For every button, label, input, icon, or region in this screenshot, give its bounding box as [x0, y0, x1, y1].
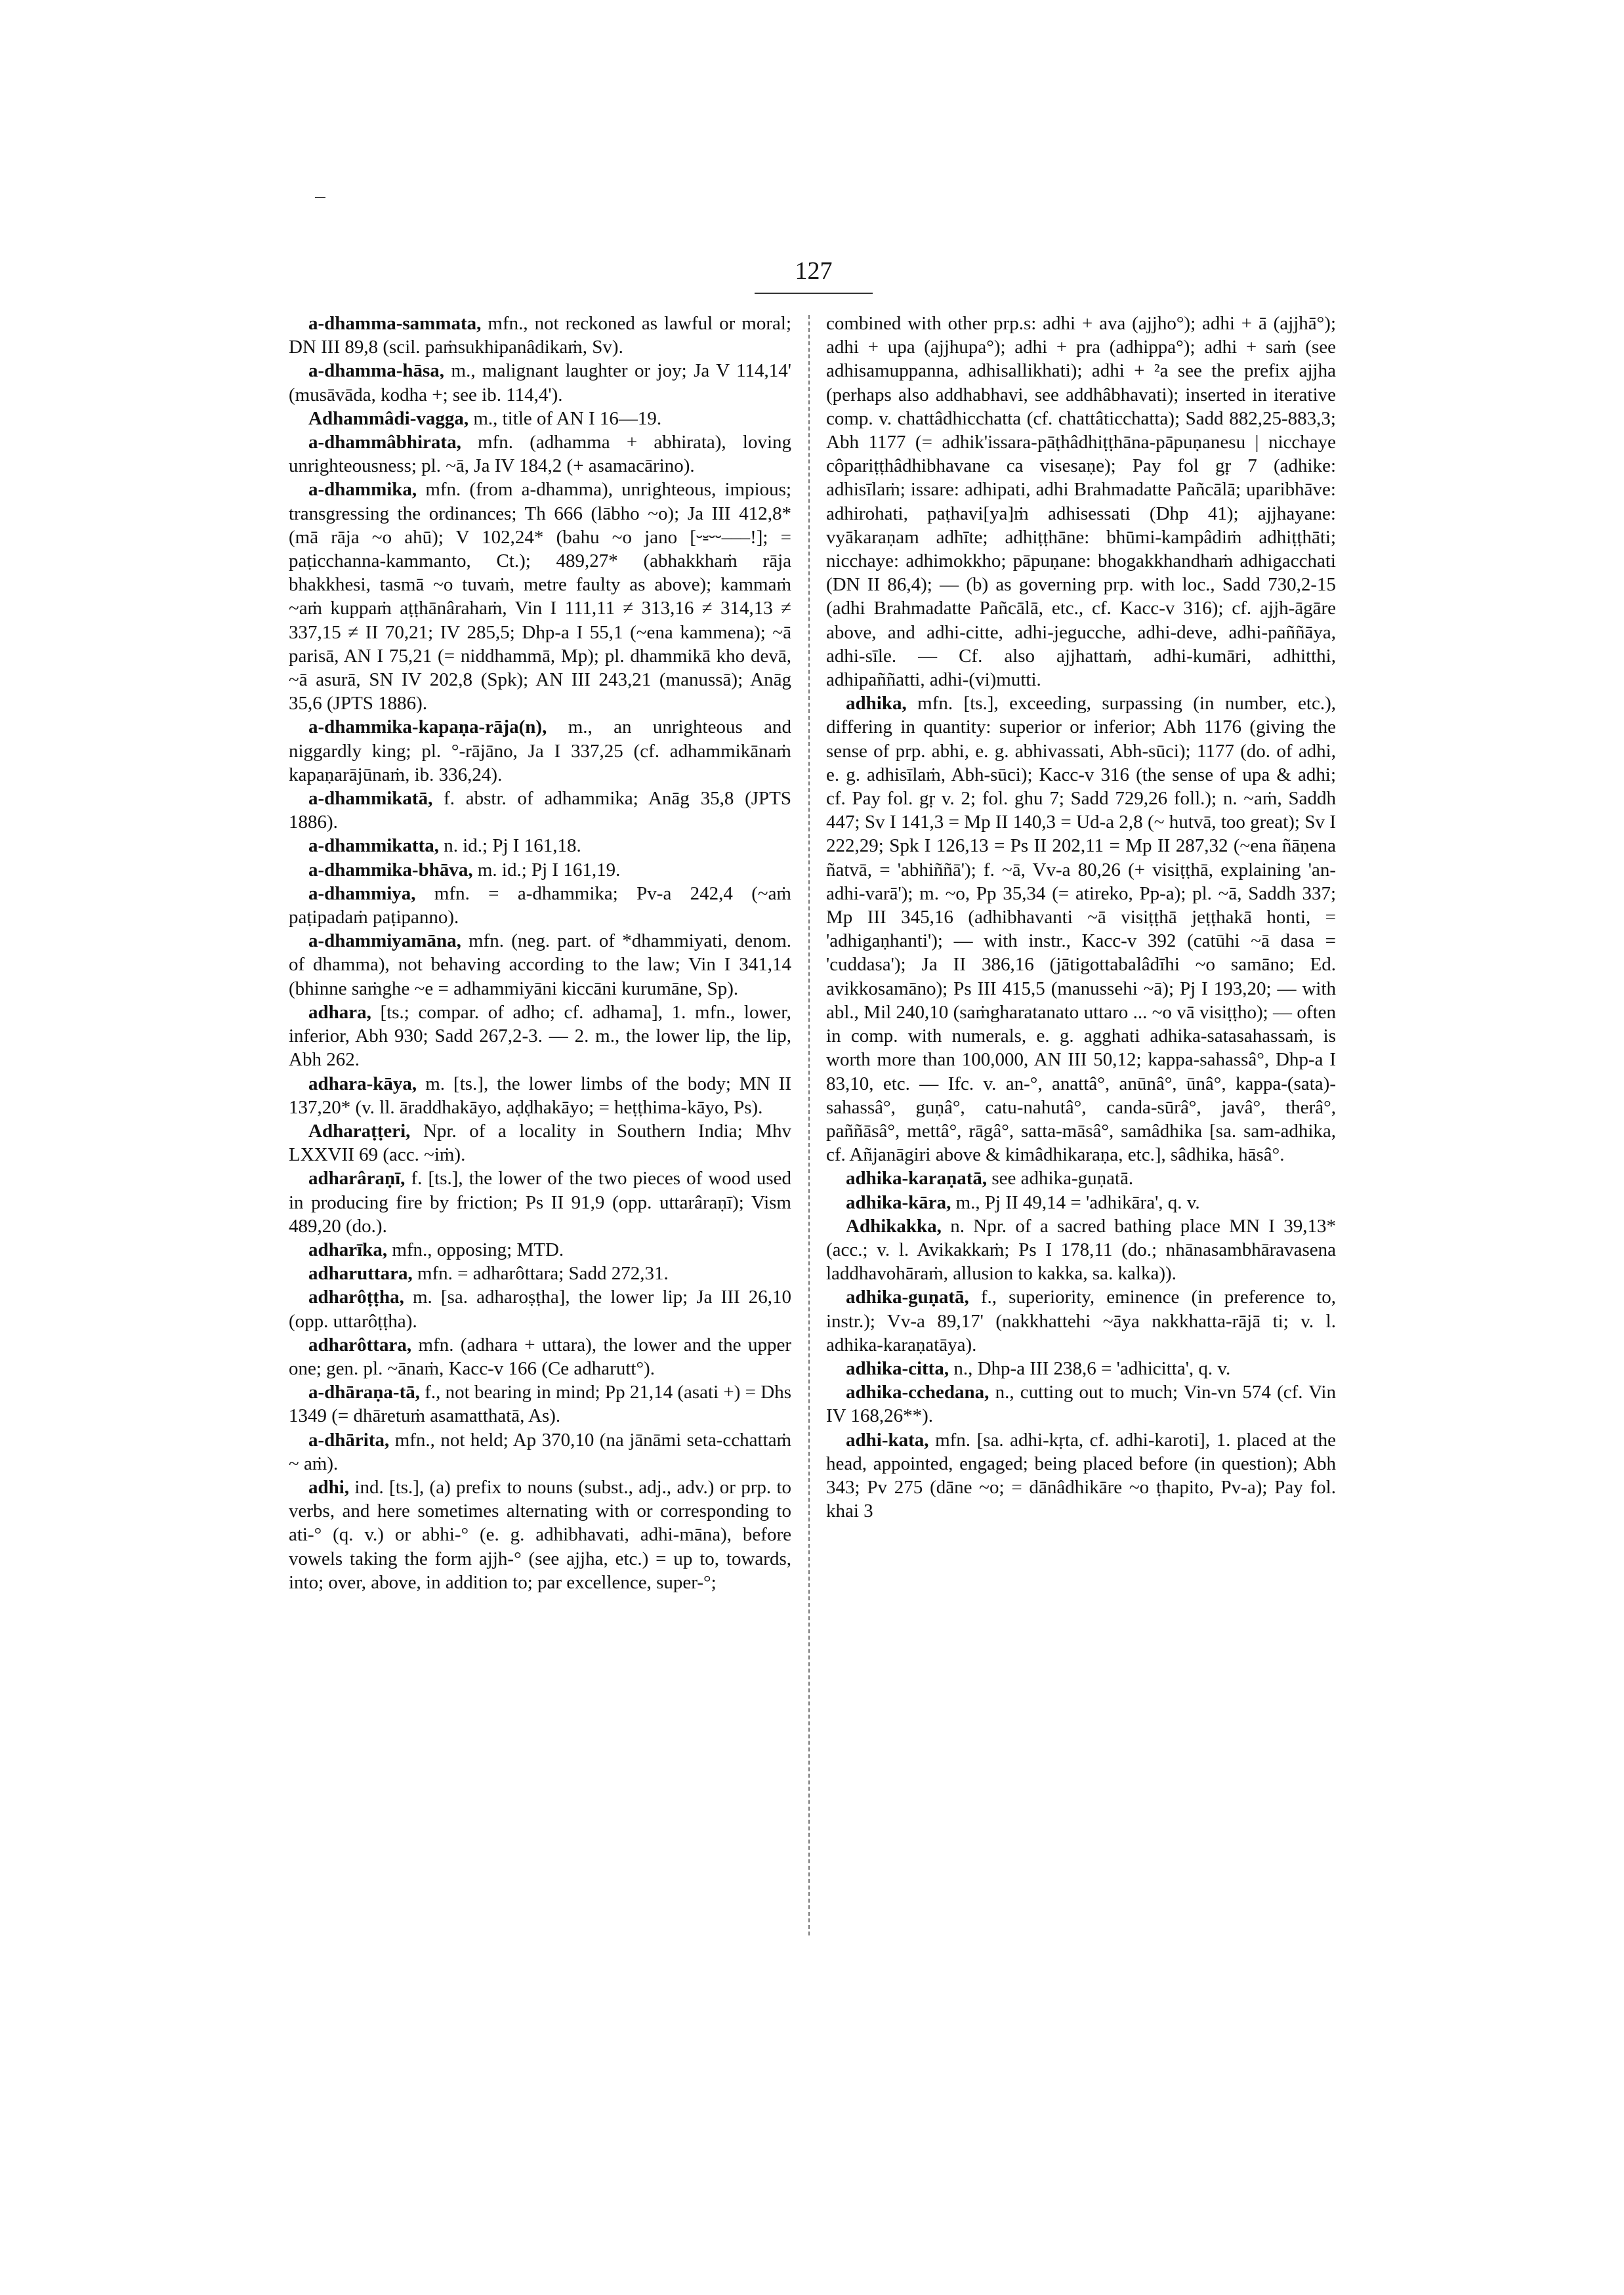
entry-definition: m., title of AN I 16—19.: [473, 407, 662, 429]
dictionary-entry: [289, 1380, 791, 1428]
dictionary-entry: [289, 430, 791, 478]
entry-definition: combined with other prp.s: adhi + ava (ajjho°); adhi + ā (ajjhā°); adhi + upa (ajjhupa°); adhi + pra (adhippa°); adhi + saṁ (see adhisamuppanna, adhisallikhati); adhi + ²a see the prefix ajjha (perhaps also addhabhavi, see addhâbhavati); inserted in iterative comp. v. chattâdhicchatta (cf. chattâticchatta); Sadd 882,25-883,3; Abh 1177 (= adhik'issara-pāṭhâdhiṭṭhāna-pāpuṇanesu | nicchaye côpariṭṭhâdhibhavane ca visesaṇe); Pay fol gṛ 7 (adhike: adhisīlaṁ; issare: adhipati, adhi Brahmadatte Pañcālā; uparibhāve: adhirohati, paṭhavi[ya]ṁ adhisessati (Dhp 41); ajjhayane: vyākaraṇam adhīte; adhiṭṭhāne: bhūmi-kampâdiṁ adhiṭṭhāti; nicchaye: adhimokkho; pāpuṇane: bhogakkhandhaṁ adhigacchati (DN II 86,4); — (b) as governing prp. with loc., Sadd 730,2-15 (adhi Brahmadatte Pañcālā, etc., cf. Kacc-v 316); cf. ajjh-āgāre above, and adhi-citte, adhi-jegucche, adhi-deve, adhi-paññāya, adhi-sīle. — Cf. also ajjhattaṁ, adhi-kumāri, adhitthi, adhipaññatti, adhi-(vi)mutti.: [826, 313, 1336, 691]
entry-headword: adhara-kāya,: [308, 1073, 417, 1094]
entry-definition: mfn. = adharôttara; Sadd 272,31.: [417, 1263, 669, 1285]
entry-headword: Adhikakka,: [846, 1215, 942, 1237]
entry-headword: adhika-karaṇatā,: [846, 1168, 988, 1189]
dictionary-entry: [289, 1167, 791, 1238]
entry-headword: Adharaṭṭeri,: [308, 1120, 411, 1142]
dictionary-entry: [289, 1119, 791, 1167]
dictionary-entry: [826, 1214, 1336, 1286]
dictionary-entry: [289, 787, 791, 834]
entry-headword: adhika,: [846, 693, 907, 714]
right-column: [826, 312, 1336, 2247]
dictionary-entry: [289, 1072, 791, 1119]
dictionary-entry: [289, 929, 791, 1001]
left-column: [289, 312, 791, 2247]
entry-headword: adharôṭṭha,: [308, 1287, 404, 1308]
entry-definition: m. id.; Pj I 161,19.: [477, 859, 621, 880]
entry-headword: a-dhammâbhirata,: [308, 432, 461, 453]
dictionary-entry: [289, 882, 791, 929]
dictionary-entry: [826, 692, 1336, 1167]
dictionary-entry: [826, 1191, 1336, 1214]
entry-definition: mfn. (adhara + uttara), the lower and the upper one; gen. pl. ~ānaṁ, Kacc-v 166 (Ce adharutt°).: [289, 1334, 791, 1379]
entry-headword: adharuttara,: [308, 1263, 413, 1285]
entry-headword: a-dhamma-hāsa,: [308, 360, 445, 382]
dictionary-entry: [289, 407, 791, 430]
entry-headword: adharīka,: [308, 1239, 388, 1260]
entry-definition: m., an unrighteous and niggardly king; pl. °-rājāno, Ja I 337,25 (cf. adhammikānaṁ kapaṇarājūnaṁ, ib. 336,24).: [289, 716, 791, 785]
entry-definition: n., cutting out to much; Vin-vn 574 (cf. Vin IV 168,26**).: [826, 1382, 1336, 1427]
dictionary-entry: [826, 1167, 1336, 1190]
entry-definition: mfn., not reckoned as lawful or moral; DN III 89,8 (scil. paṁsukhipanâdikaṁ, Sv).: [289, 313, 791, 358]
entry-definition: mfn. = a-dhammika; Pv-a 242,4 (~aṁ paṭipadaṁ paṭipanno).: [289, 882, 791, 928]
entry-headword: adharâraṇī,: [308, 1168, 406, 1189]
entry-headword: a-dhammikatta,: [308, 835, 439, 857]
entry-definition: Npr. of a locality in Southern India; Mhv LXXVII 69 (acc. ~iṁ).: [289, 1120, 791, 1166]
entry-headword: a-dhammika-bhāva,: [308, 859, 473, 880]
dictionary-entry: [826, 1428, 1336, 1523]
dictionary-entry: [289, 1476, 791, 1594]
entry-headword: adhika-cchedana,: [846, 1382, 989, 1403]
entry-definition: f., superiority, eminence (in preference to, instr.); Vv-a 89,17' (nakkhattehi ~āya nakkhatta-rājā ti; v. l. adhika-karaṇatāya).: [826, 1287, 1336, 1355]
column-divider: [808, 315, 810, 1935]
entry-definition: mfn. (from a-dhamma), unrighteous, impious; transgressing the ordinances; Th 666 (lābho ~o); Ja III 412,8* (mā rāja ~o ahū); V 102,24* (bahu ~o jano [⏑⏓⏑⏑–––!]; = paṭicchanna-kammanto, Ct.); 489,27* (abhakkhaṁ rāja bhakkhesi, tasmā ~o tuvaṁ, metre faulty as above); kammaṁ ~aṁ kuppaṁ aṭṭhānârahaṁ, Vin I 111,11 ≠ 313,16 ≠ 314,13 ≠ 337,15 ≠ II 70,21; IV 285,5; Dhp-a I 55,1 (~ena kammena); ~ā parisā, AN I 75,21 (= niddhammā, Mp); pl. dhammikā kho devā, ~ā asurā, SN IV 202,8 (Spk); AN III 243,21 (manussā); Anāg 35,6 (JPTS 1886).: [289, 479, 791, 714]
dictionary-entry: [826, 312, 1336, 692]
entry-definition: n. id.; Pj I 161,18.: [444, 835, 581, 857]
entry-definition: ind. [ts.], (a) prefix to nouns (subst., adj., adv.) or prp. to verbs, and here sometimes alternating with or corresponding to ati-° (q. v.) or abhi-° (e. g. adhibhavati, adhi-māna), before vowels taking the form ajjh-° (see ajjha, etc.) = up to, towards, into; over, above, in addition to; par excellence, super-°;: [289, 1476, 791, 1593]
dictionary-entry: [826, 1357, 1336, 1380]
dictionary-entry: [826, 1285, 1336, 1357]
page-number-rule: [755, 293, 873, 294]
entry-headword: a-dhārita,: [308, 1429, 390, 1451]
entry-headword: adhara,: [308, 1001, 371, 1023]
entry-headword: a-dhammiya,: [308, 882, 416, 904]
entry-definition: see adhika-guṇatā.: [991, 1168, 1134, 1189]
entry-headword: a-dhammikatā,: [308, 788, 433, 810]
entry-definition: m. [sa. adharoṣṭha], the lower lip; Ja III 26,10 (opp. uttarôṭṭha).: [289, 1287, 791, 1332]
entry-headword: a-dhamma-sammata,: [308, 313, 482, 334]
dictionary-entry: [289, 858, 791, 882]
entry-headword: a-dhammika,: [308, 479, 417, 501]
entry-headword: adhika-kāra,: [846, 1191, 951, 1213]
dictionary-entry: [289, 1262, 791, 1285]
entry-headword: a-dhammiyamāna,: [308, 930, 461, 952]
entry-headword: adhi,: [308, 1476, 350, 1498]
dictionary-entry: [289, 1238, 791, 1262]
dictionary-entry: [289, 715, 791, 787]
entry-definition: f., not bearing in mind; Pp 21,14 (asati +) = Dhs 1349 (= dhāretuṁ asamatthatā, As).: [289, 1382, 791, 1427]
dictionary-entry: [289, 359, 791, 406]
entry-definition: [ts.; compar. of adho; cf. adhama], 1. mfn., lower, inferior, Abh 930; Sadd 267,2-3. — 2. m., the lower lip, the lip, Abh 262.: [289, 1001, 791, 1071]
dictionary-entry: [289, 1333, 791, 1380]
entry-definition: n., Dhp-a III 238,6 = 'adhicitta', q. v.: [953, 1357, 1231, 1379]
page-number: 127: [795, 257, 833, 285]
dictionary-entry: [289, 1285, 791, 1333]
entry-definition: m. [ts.], the lower limbs of the body; MN II 137,20* (v. ll. āraddhakāyo, aḍḍhakāyo; = heṭṭhima-kāyo, Ps).: [289, 1073, 791, 1118]
dictionary-entry: [289, 1428, 791, 1476]
entry-definition: n. Npr. of a sacred bathing place MN I 39,13* (acc.; v. l. Avikakkaṁ; Ps I 178,11 (do.; nhānasambhāravasena laddhavohāraṁ, allusion to kakka, sa. kalka)).: [826, 1215, 1336, 1285]
entry-definition: mfn. [sa. adhi-kṛta, cf. adhi-karoti], 1. placed at the head, appointed, engaged; being placed before (in question); Abh 343; Pv 275 (dāne ~o; = dānâdhikāre ~o ṭhapito, Pv-a); Pay fol. khai 3: [826, 1429, 1336, 1522]
dictionary-entry: [289, 478, 791, 715]
entry-definition: mfn. (adhamma + abhirata), loving unrighteousness; pl. ~ā, Ja IV 184,2 (+ asamacārino).: [289, 432, 791, 477]
dictionary-entry: [289, 312, 791, 359]
dictionary-entry: [826, 1380, 1336, 1428]
dictionary-entry: [289, 834, 791, 858]
entry-definition: m., Pj II 49,14 = 'adhikāra', q. v.: [955, 1191, 1200, 1213]
entry-headword: Adhammâdi-vagga,: [308, 407, 469, 429]
entry-headword: a-dhammika-kapaṇa-rāja(n),: [308, 716, 547, 738]
entry-headword: a-dhāraṇa-tā,: [308, 1382, 420, 1403]
entry-definition: mfn., not held; Ap 370,10 (na jānāmi seta-cchattaṁ ~ aṁ).: [289, 1429, 791, 1474]
dictionary-entry: [289, 1001, 791, 1072]
entry-definition: mfn. (neg. part. of *dhammiyati, denom. of dhamma), not behaving according to the law; Vin I 341,14 (bhinne saṁghe ~e = adhammiyāni kiccāni kurumāne, Sp).: [289, 930, 791, 999]
entry-definition: f. [ts.], the lower of the two pieces of wood used in producing fire by friction; Ps II 91,9 (opp. uttarâraṇī); Vism 489,20 (do.).: [289, 1168, 791, 1237]
entry-definition: f. abstr. of adhammika; Anāg 35,8 (JPTS 1886).: [289, 788, 791, 833]
entry-definition: mfn., opposing; MTD.: [392, 1239, 564, 1260]
entry-definition: mfn. [ts.], exceeding, surpassing (in number, etc.), differing in quantity: superior or inferior; Abh 1176 (giving the sense of prp. abhi, e. g. abhivassati, Abh-sūci); 1177 (do. of adhi, e. g. adhisīlaṁ, Abh-sūci); Kacc-v 316 (the sense of upa & adhi; cf. Pay fol. gṛ v. 2; fol. ghu 7; Sadd 729,26 foll.); n. ~aṁ, Saddh 447; Sv I 141,3 = Mp II 140,3 = Ud-a 2,8 (~ hutvā, too great); Sv I 222,29; Spk I 126,13 = Ps II 202,11 = Mp II 287,32 (~ena ñāṇena ñatvā, = 'abhiññā'); f. ~ā, Vv-a 80,26 (+ visiṭṭhā, explaining 'an-adhi-varā'); m. ~o, Pp 35,34 (= atireko, Pp-a); pl. ~ā, Saddh 337; Mp III 345,16 (adhibhavanti ~ā visiṭṭhā jeṭṭhakā honti, = 'adhigaṇhanti'); — with instr., Kacc-v 392 (catūhi ~ā dasa = 'cuddasa'); Ja II 386,16 (jātigottabalâdīhi ~o samāno; Ed. avikkosamāno); Ps III 415,5 (manussehi ~ā); Pj I 193,20; — with abl., Mil 240,10 (saṁgharatanato uttaro ... ~o vā visiṭṭho); — often in comp. with numerals, e. g. agghati adhika-satasahassaṁ, is worth more than 100,000, AN III 50,12; kappa-sahassâ°, Dhp-a I 83,10, etc. — Ifc. v. an-°, anattâ°, anūnâ°, ūnâ°, kappa-(sata)-sahassâ°, guṇâ°, catu-nahutâ°, canda-sūrâ°, javâ°, therâ°, paññāsâ°, mettâ°, rāgâ°, satta-māsâ°, samâdhika [sa. sam-adhika, cf. Añjanāgiri above & kimâdhikaraṇa, etc.], sâdhika, hāsâ°.: [826, 693, 1336, 1166]
stray-dash-mark: [315, 197, 325, 198]
entry-headword: adhika-citta,: [846, 1357, 949, 1379]
entry-headword: adhika-guṇatā,: [846, 1287, 969, 1308]
entry-headword: adharôttara,: [308, 1334, 412, 1355]
entry-headword: adhi-kata,: [846, 1429, 929, 1451]
entry-definition: m., malignant laughter or joy; Ja V 114,14' (musāvāda, kodha +; see ib. 114,4').: [289, 360, 791, 405]
